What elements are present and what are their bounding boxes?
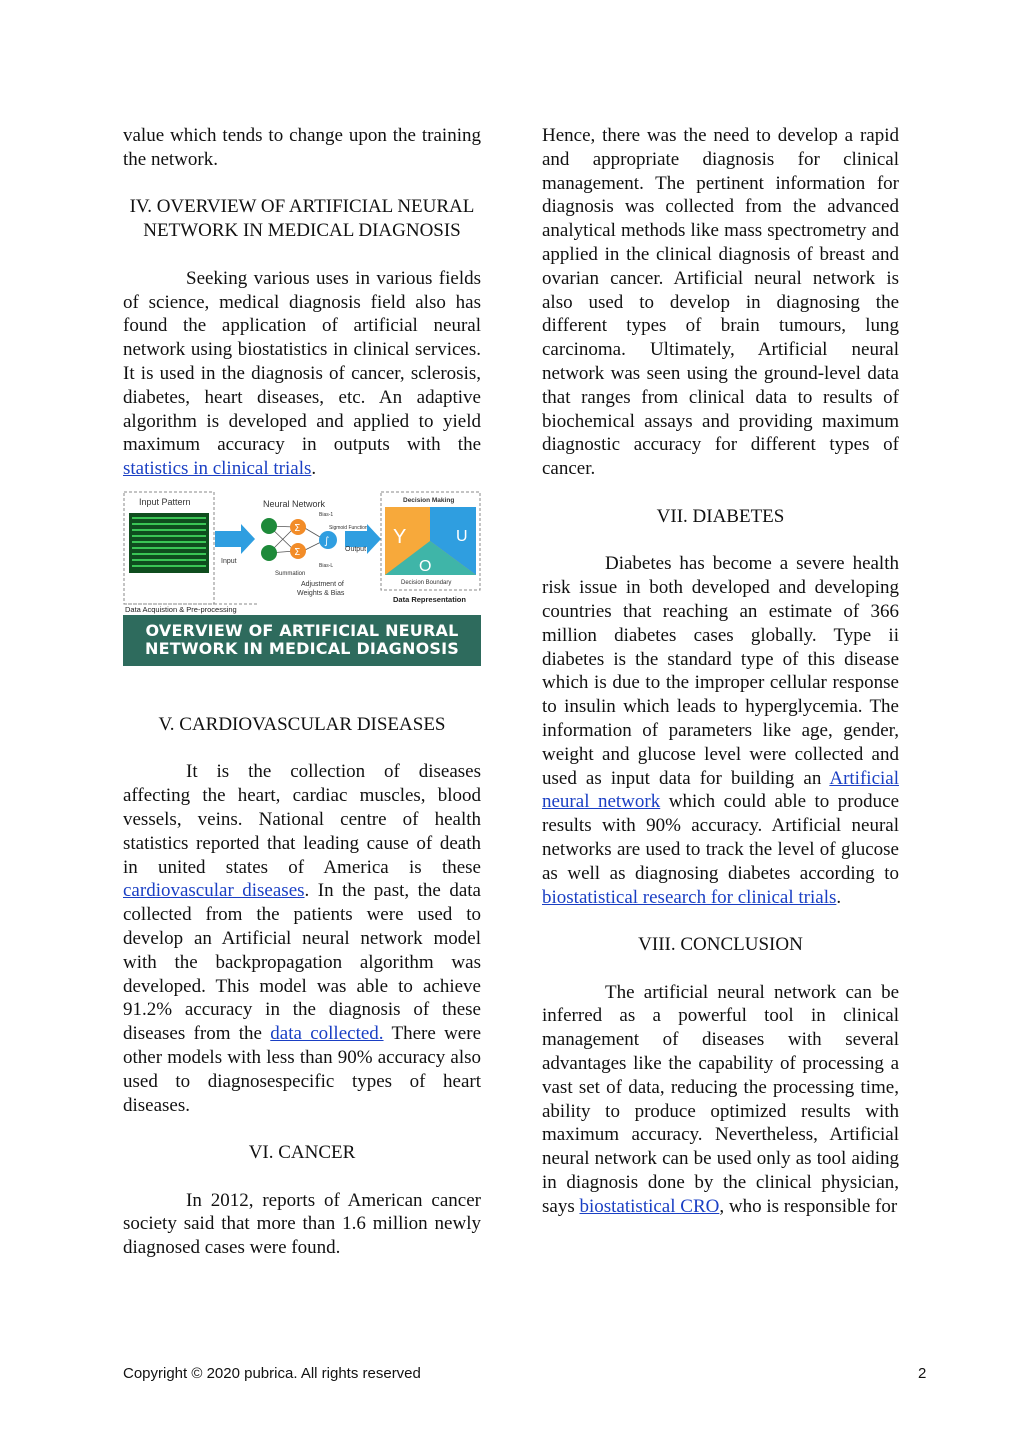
paragraph-text: which could able to produce results with 90% accuracy. Artificial neural networks are used to track the level of glucose as well as diagnosing diabetes according to bbox=[542, 791, 899, 884]
sigmoid-label: Sigmoid Function bbox=[329, 524, 368, 531]
paragraph-cardiovascular bbox=[123, 760, 481, 1117]
input-arrow-label: Input bbox=[221, 557, 237, 565]
paragraph-cancer-continued: Hence, there was the need to develop a rapid and appropriate diagnosis for clinical management. The pertinent information for diagnosis was collected from the advanced analytical methods like mass spectrometry and applied in the clinical diagnosis of breast and ovarian cancer. Artificial neural network is also used to develop in diagnosing the different types of brain tumours, lung carcinoma. Ultimately, Artificial neural network was seen using the ground-level data that ranges from clinical data to results of biochemical assays and providing maximum diagnostic accuracy for different types of cancer. bbox=[542, 125, 899, 480]
bias-l-label: Bias-L bbox=[319, 562, 334, 569]
figure-banner bbox=[123, 615, 481, 666]
paragraph-text: . bbox=[836, 886, 842, 908]
paragraph-text: Seeking various uses in various fields of science, medical diagnosis field also has found the application of artificial neural network using biostatistics in clinical services. It is used in the diagnosis of cancer, sclerosis, diabetes, heart diseases, etc. An adaptive algorithm is developed and applied to yield maximum accuracy in outputs with the bbox=[123, 267, 481, 456]
link-statistics-clinical-trials[interactable]: statistics in clinical trials bbox=[123, 458, 312, 480]
paragraph-continuation: value which tends to change upon the training the network. bbox=[123, 125, 481, 170]
footer-copyright: Copyright © 2020 pubrica. All rights reserved bbox=[123, 1365, 421, 1382]
summation-label: Summation bbox=[275, 570, 306, 577]
paragraph-cancer: In 2012, reports of American cancer society said that more than 1.6 million newly diagnosed cases were found. bbox=[123, 1189, 481, 1259]
paragraph-diabetes bbox=[542, 552, 899, 909]
adjustment-label-2: Weights & Bias bbox=[297, 589, 345, 597]
output-arrow-label: Output bbox=[345, 545, 367, 553]
banner-line-1: OVERVIEW OF ARTIFICIAL NEURAL bbox=[145, 621, 459, 641]
bias-1-label: Bias-1 bbox=[319, 511, 334, 518]
paragraph-text: . bbox=[311, 458, 317, 480]
section-heading-vi: VI. CANCER bbox=[248, 1142, 356, 1164]
link-biostatistical-research[interactable]: biostatistical research for clinical trials bbox=[542, 886, 837, 908]
input-arrow-icon bbox=[215, 524, 255, 554]
svg-text:Y: Y bbox=[393, 525, 407, 548]
input-pattern-label: Input Pattern bbox=[139, 496, 191, 507]
link-data-collected[interactable]: data collected. bbox=[270, 1023, 384, 1045]
link-biostatistical-cro[interactable]: biostatistical CRO bbox=[579, 1195, 720, 1217]
link-cardiovascular-diseases[interactable]: cardiovascular diseases bbox=[123, 880, 305, 902]
decision-making-label: Decision Making bbox=[403, 496, 455, 504]
data-representation-label: Data Representation bbox=[393, 594, 466, 604]
footer-page-number: 2 bbox=[918, 1365, 927, 1382]
paragraph-text: . In the past, the data collected from the patients were used to develop an Artificial neural network model with the backpropagation algorithm was developed. This model was able to achieve 91.2% accuracy in the diagnosis of these diseases from the bbox=[123, 880, 481, 1045]
input-node-icon bbox=[261, 545, 277, 561]
section-heading-v: V. CARDIOVASCULAR DISEASES bbox=[158, 713, 446, 735]
decision-boundary-label: Decision Boundary bbox=[401, 579, 452, 586]
data-acquisition-label: Data Acquistion & Pre-processing bbox=[125, 604, 237, 614]
ann-overview-figure bbox=[123, 491, 481, 667]
right-column bbox=[542, 124, 899, 1219]
svg-text:O: O bbox=[419, 557, 432, 575]
paragraph-text: , who is responsible for bbox=[719, 1195, 898, 1217]
section-heading-viii: VIII. CONCLUSION bbox=[638, 934, 803, 956]
banner-line-2: NETWORK IN MEDICAL DIAGNOSIS bbox=[144, 639, 459, 659]
left-column bbox=[123, 124, 481, 1260]
svg-text:Σ: Σ bbox=[294, 522, 301, 534]
paragraph-text: There were other models with less than 90% accuracy also used to diagnosespecific types of heart diseases. bbox=[123, 1023, 482, 1116]
paragraph-text: Diabetes has become a severe health risk issue in both developed and developing countries that reaching an estimate of 366 million diabetes cases globally. Type ii diabetes is the standard type of this disease which is due to the improper cellular response to insulin which leads to hyperglycemia. The information of parameters like age, gender, weight and glucose level were collected and used as input data for building an bbox=[542, 553, 899, 789]
adjustment-label-1: Adjustment of bbox=[301, 580, 344, 588]
link-artificial-neural-network[interactable]: Artificial neural network bbox=[542, 767, 899, 813]
paragraph-text: The artificial neural network can be inferred as a powerful tool in clinical management of diseases with several advantages like the capability of processing a vast set of data, reducing the processing time, ability to produce optimized results with maximum accuracy. Nevertheless, Artificial neural network can be used only as tool aiding in diagnosis done by the clinical physician, says bbox=[542, 981, 899, 1217]
paragraph-overview bbox=[123, 267, 481, 481]
paragraph-text: It is the collection of diseases affecting the heart, cardiac muscles, blood vessels, veins. National centre of health statistics reported that leading cause of death in united states of America is these bbox=[123, 761, 481, 878]
svg-text:Σ: Σ bbox=[294, 546, 301, 558]
ann-diagram bbox=[123, 491, 481, 615]
section-heading-iv: IV. OVERVIEW OF ARTIFICIAL NEURAL NETWORK IN MEDICAL DIAGNOSIS bbox=[129, 196, 475, 242]
svg-text:∫: ∫ bbox=[324, 535, 330, 547]
section-heading-vii: VII. DIABETES bbox=[656, 505, 785, 527]
paragraph-conclusion bbox=[542, 981, 899, 1219]
input-node-icon bbox=[261, 518, 277, 534]
svg-text:U: U bbox=[456, 527, 468, 545]
neural-network-label: Neural Network bbox=[263, 498, 326, 509]
